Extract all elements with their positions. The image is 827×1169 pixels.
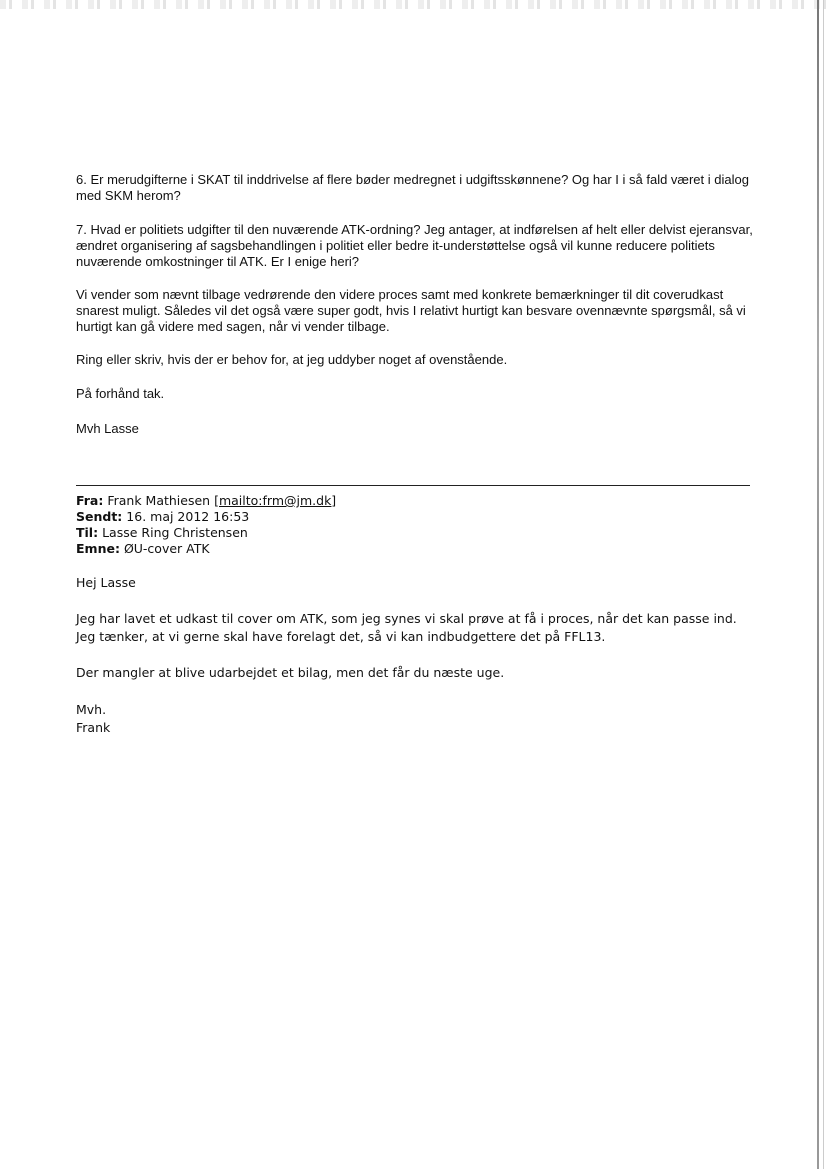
question-6: 6. Er merudgifterne i SKAT til inddrivelse af flere bøder medregnet i udgiftsskønnene? Og har I i så fald været i dialog med SKM herom?: [76, 172, 749, 203]
scan-artifact-right-edge-faint: [823, 0, 824, 1169]
to-row: [76, 525, 756, 541]
from-row: [76, 493, 756, 509]
followup-paragraph: Vi vender som nævnt tilbage vedrørende den videre proces samt med konkrete bemærkninger til dit coverudkast snarest muligt. Således vil det også være super godt, hvis I relativt hurtigt kan besvare ovennævnte spørgsmål, så vi hurtigt kan gå videre med sagen, når vi vender tilbage.: [76, 287, 746, 334]
subject-value: ØU-cover ATK: [123, 541, 210, 556]
greeting: Hej Lasse: [76, 575, 136, 590]
scan-artifact-right-edge: [817, 0, 819, 1169]
signoff-lasse: Mvh Lasse: [76, 421, 139, 436]
thanks-line: På forhånd tak.: [76, 386, 165, 401]
body-paragraph-2: Der mangler at blive udarbejdet et bilag, men det får du næste uge.: [76, 665, 505, 680]
to-label: Til:: [76, 525, 99, 540]
body-paragraph-1: Jeg har lavet et udkast til cover om ATK, som jeg synes vi skal prøve at få i proces, når det kan passe ind. Jeg tænker, at vi gerne skal have forelagt det, så vi kan indbudgettere det på FFL13.: [76, 611, 737, 644]
from-value: Frank Mathiesen: [107, 493, 211, 508]
sent-value: 16. maj 2012 16:53: [126, 509, 250, 524]
header-separator: [76, 485, 750, 486]
from-mailto-link[interactable]: [mailto:frm@jm.dk]: [214, 493, 337, 508]
closing: Mvh. Frank: [76, 701, 756, 737]
to-value: Lasse Ring Christensen: [102, 525, 248, 540]
sender-name: Frank: [76, 720, 111, 735]
question-7: 7. Hvad er politiets udgifter til den nuværende ATK-ordning? Jeg antager, at indførelsen af helt eller delvist ejeransvar, ændret organisering af sagsbehandlingen i politiet eller bedre it-understøttelse også vil kunne reducere politiets nuværende omkostninger til ATK. Er I enige heri?: [76, 222, 753, 269]
subject-label: Emne:: [76, 541, 120, 556]
subject-row: [76, 541, 756, 557]
sent-label: Sendt:: [76, 509, 123, 524]
sent-row: [76, 509, 756, 525]
call-paragraph: Ring eller skriv, hvis der er behov for, at jeg uddyber noget af ovenstående.: [76, 352, 508, 367]
from-label: Fra:: [76, 493, 104, 508]
scan-artifact-top: [0, 0, 827, 9]
email-header: [76, 493, 756, 557]
